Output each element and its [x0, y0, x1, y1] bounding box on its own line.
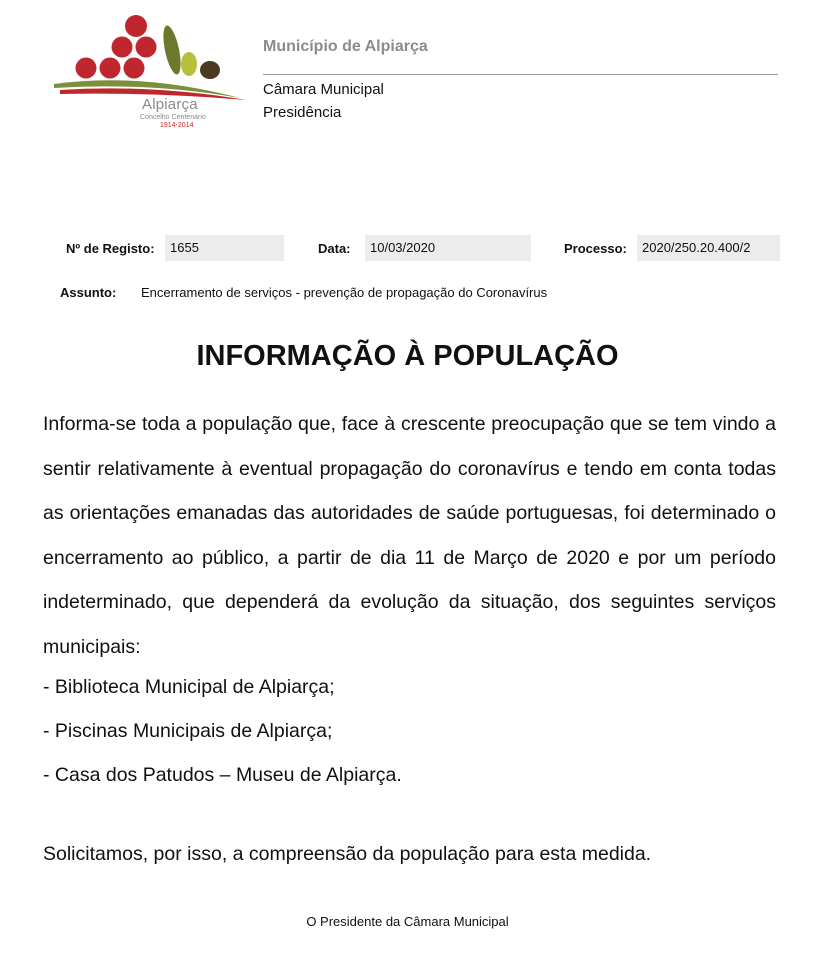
logo-berry [125, 15, 147, 37]
header-divider [263, 74, 778, 75]
department-line-2: Presidência [263, 104, 342, 121]
data-label: Data: [318, 241, 351, 256]
service-item-casa-dos-patudos: - Casa dos Patudos – Museu de Alpiarça. [43, 764, 402, 786]
assunto-label: Assunto: [60, 285, 117, 300]
logo-berry [136, 37, 157, 58]
logo-olive-light [181, 52, 197, 76]
processo-field: 2020/250.20.400/2 [637, 235, 780, 261]
processo-label: Processo: [564, 241, 627, 256]
signature-line: O Presidente da Câmara Municipal [306, 914, 509, 929]
logo-berry [112, 37, 133, 58]
logo-years: 1914-2014 [160, 122, 194, 129]
municipality-logo [50, 14, 250, 130]
logo-berry [100, 58, 121, 79]
logo-berry [124, 58, 145, 79]
registo-field: 1655 [165, 235, 284, 261]
body-paragraph: Informa-se toda a população que, face à crescente preocupação que se tem vindo a sentir relativamente à eventual propagação do coronavírus e tendo em conta todas as orientações emanadas das autoridades de saúde portuguesas, foi determinado o encerramento ao público, a partir de dia 11 de Março de 2020 e por um período indeterminado, que dependerá da evolução da situação, dos seguintes serviços municipais: [43, 413, 776, 658]
logo-olive-dark [200, 61, 220, 79]
department-line-1: Câmara Municipal [263, 81, 384, 98]
logo-berry [76, 58, 97, 79]
registo-label: Nº de Registo: [66, 241, 155, 256]
logo-subtitle: Concelho Centenário [140, 114, 206, 121]
closing-paragraph: Solicitamos, por isso, a compreensão da população para esta medida. [43, 843, 652, 865]
logo-wordmark: Alpiarça [142, 96, 198, 113]
municipality-name: Município de Alpiarça [263, 38, 428, 55]
logo-leaf [160, 24, 184, 76]
service-item-piscinas: - Piscinas Municipais de Alpiarça; [43, 720, 333, 742]
service-item-biblioteca: - Biblioteca Municipal de Alpiarça; [43, 676, 335, 698]
assunto-value: Encerramento de serviços - prevenção de propagação do Coronavírus [141, 285, 548, 300]
data-field: 10/03/2020 [365, 235, 531, 261]
document-title: INFORMAÇÃO À POPULAÇÃO [196, 340, 619, 372]
